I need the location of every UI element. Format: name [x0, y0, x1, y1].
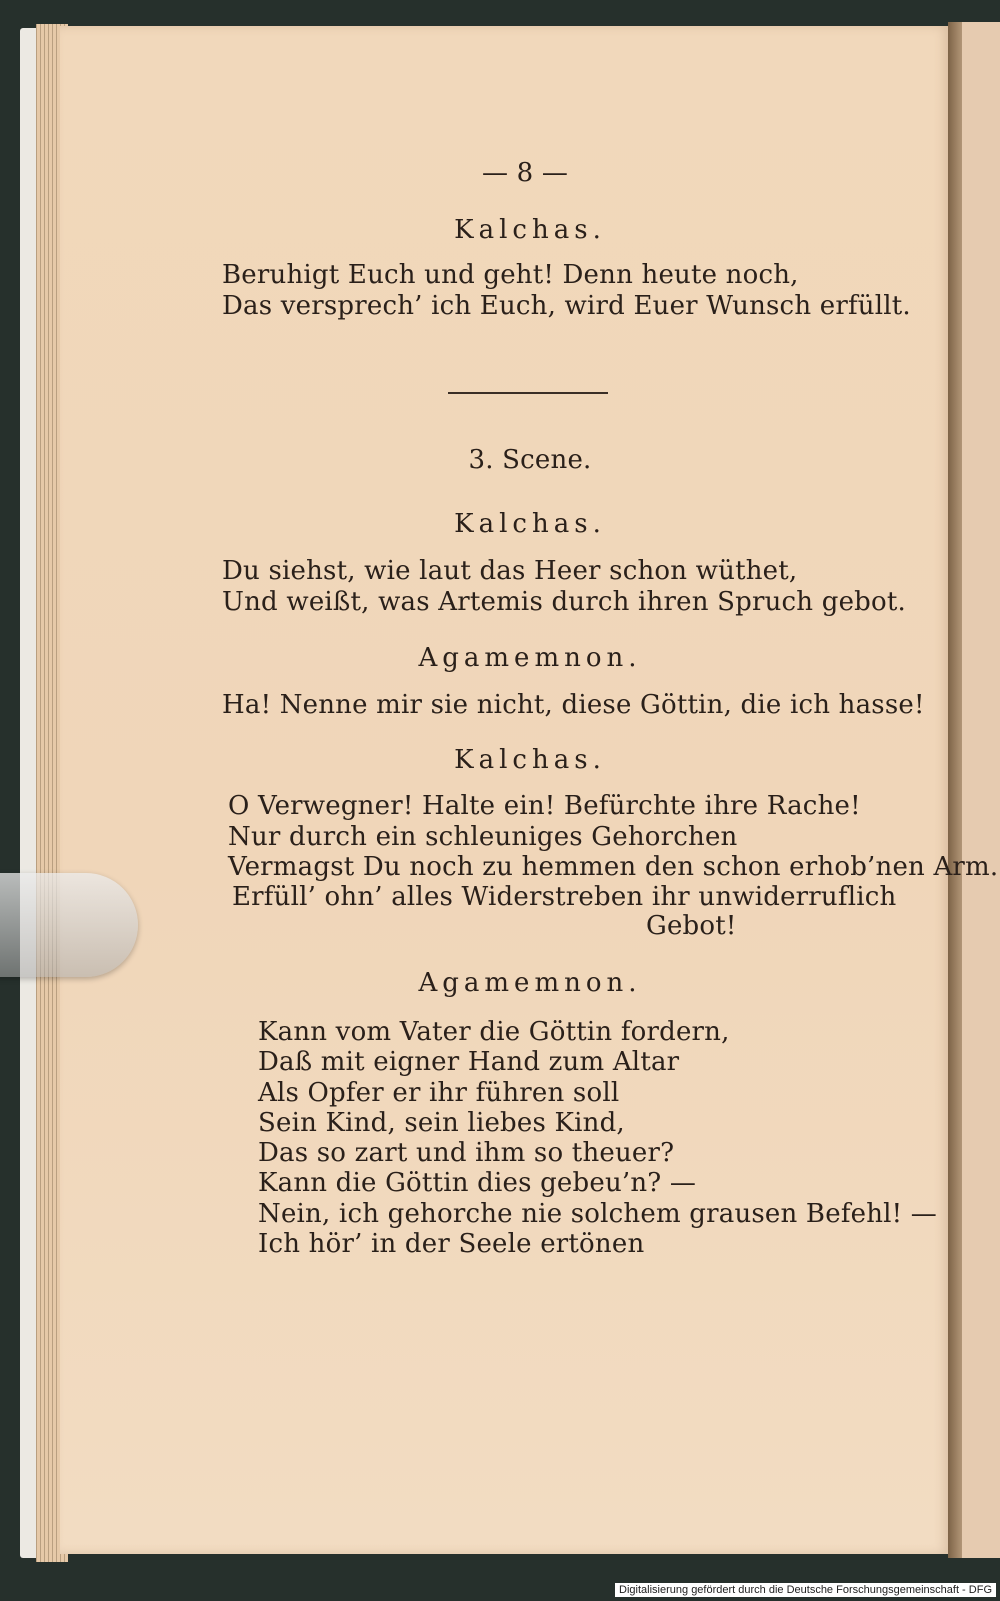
- verse-line: Daß mit eigner Hand zum Altar: [258, 1047, 680, 1077]
- verse-line: Das so zart und ihm so theuer?: [258, 1138, 675, 1168]
- verse-line: Gebot!: [646, 911, 737, 941]
- digitization-credit: Digitalisierung gefördert durch die Deutsche Forschungsgemeinschaft - DFG: [615, 1583, 996, 1597]
- verse-line: Vermagst Du noch zu hemmen den schon erhob’nen Arm.: [228, 852, 999, 882]
- facing-page-edge: [962, 22, 1000, 1558]
- section-divider: [448, 392, 608, 394]
- gutter-shadow: [948, 22, 962, 1558]
- verse-line: Beruhigt Euch und geht! Denn heute noch,: [222, 260, 799, 290]
- verse-line: Als Opfer er ihr führen soll: [258, 1078, 620, 1108]
- verse-line: Kann die Göttin dies gebeu’n? —: [258, 1168, 697, 1198]
- speaker-heading: Kalchas.: [454, 215, 606, 245]
- speaker-heading: Agamemnon.: [418, 643, 642, 673]
- verse-line: Erfüll’ ohn’ alles Widerstreben ihr unwiderruflich: [232, 882, 897, 912]
- page-number: — 8 —: [481, 158, 569, 188]
- speaker-heading: Kalchas.: [454, 509, 606, 539]
- verse-line: Das versprech’ ich Euch, wird Euer Wunsch erfüllt.: [222, 291, 911, 321]
- page-clip: [0, 873, 138, 977]
- verse-line: Du siehst, wie laut das Heer schon wüthet,: [222, 556, 798, 586]
- verse-line: Kann vom Vater die Göttin fordern,: [258, 1017, 730, 1047]
- verse-line: Ha! Nenne mir sie nicht, diese Göttin, die ich hasse!: [222, 690, 925, 720]
- verse-line: Sein Kind, sein liebes Kind,: [258, 1108, 625, 1138]
- verse-line: Und weißt, was Artemis durch ihren Spruch gebot.: [222, 587, 906, 617]
- verse-line: O Verwegner! Halte ein! Befürchte ihre Rache!: [228, 791, 861, 821]
- verse-line: Ich hör’ in der Seele ertönen: [258, 1229, 645, 1259]
- verse-line: Nein, ich gehorche nie solchem grausen Befehl! —: [258, 1199, 937, 1229]
- book-page: [60, 26, 950, 1554]
- speaker-heading: Kalchas.: [454, 745, 606, 775]
- verse-line: Nur durch ein schleuniges Gehorchen: [228, 822, 738, 852]
- scene-title: 3. Scene.: [468, 445, 592, 475]
- speaker-heading: Agamemnon.: [418, 968, 642, 998]
